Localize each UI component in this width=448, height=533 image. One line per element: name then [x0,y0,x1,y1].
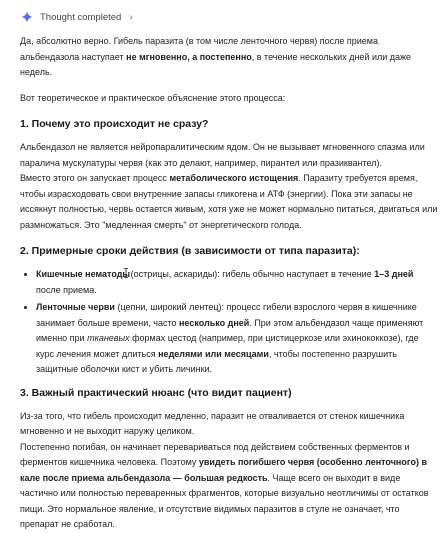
thought-toggle[interactable] [20,6,438,28]
intro-text: Да, абсолютно верно. Гибель паразита (в том числе ленточного червя) после приема альбендазола наступает [20,36,378,62]
item-2-bold: Ленточные черви [36,302,115,312]
s3-text-end: . Чаще всего он выходит в виде частично или полностью переваренных фрагментов, которые визуально неотличимы от остатков пищи. Это нормальное явление, и отсутствие видимых паразитов в стуле не означает, что препарат не сработал. [20,472,429,529]
section-1-heading: 1. Почему это происходит не сразу? [20,118,209,130]
chevron-right-icon: › [129,11,133,23]
section-3-heading: 3. Важный практический нюанс (что видит пациент) [20,386,292,399]
item-2-text-3: формах цестод (например, при цистицеркозе или эхинококкозе), где курс лечения может длиться [36,333,419,359]
intro-paragraph [20,34,438,81]
item-2-text-end: , чтобы постепенно разрушить защитные оболочки кист и убить личинки. [36,348,397,374]
sparkle-icon [20,10,34,24]
item-2-bold-3: неделями или месяцами [158,348,269,359]
section-2-list [20,267,438,378]
section-3-paragraph-1: Из-за того, что гибель происходит медленно, паразит не отваливается от стенок кишечника мгновенно и не выходит наружу целиком. [20,410,405,436]
section-1-paragraph-1: Альбендазол не является нейропаралитическим ядом. Он не вызывает мгновенного спазма или паралича мускулатуры червя (как это делают, например, пирантел или празиквантел). [20,142,425,168]
s1-bold: метаболического истощения [169,173,299,183]
intro-bold: не мгновенно, а постепенно [126,51,252,62]
item-2-text-2: . При этом альбендазол чаще применяют именно при [36,317,424,343]
list-item [36,267,438,298]
item-1-bold: Кишечные нематоды [36,269,131,279]
item-1-text: (острицы, аскариды): гибель обычно наступает в течение [128,269,375,279]
s1-text-end: . Паразиту требуется время, чтобы израсходовать свои внутренние запасы гликогена и АТФ (энергии). Пока эти запасы не иссякнут полностью, червь остается живым, хотя уже не может нормально питаться, двигаться или размножаться. Это "медленная смерть" от энергетического голода. [20,173,438,230]
list-item [36,300,438,378]
section-2-heading: 2. Примерные сроки действия (в зависимости от типа паразита): [20,245,360,257]
item-2-italic: тканевых [87,333,130,343]
s1-text: Вместо этого он запускает процесс [20,173,170,183]
thought-label: Thought completed [40,11,122,23]
lead-paragraph: Вот теоретическое и практическое объяснение этого процесса: [20,92,286,103]
section-1-paragraph-2 [20,171,438,233]
item-1-text-end: после приема. [36,284,97,295]
s3-text: Постепенно погибая, он начинает перевариваться под действием собственных ферментов и ферментов кишечника человека. Поэтому [20,441,410,467]
item-1-bold-2: 1–3 дней [374,269,414,279]
item-2-text: (цепни, широкий лентец): процесс гибели взрослого червя в кишечнике занимает больше времени, часто [36,302,417,328]
section-3-paragraph-2 [20,440,438,533]
s3-bold: увидеть погибшего червя (особенно ленточного) в кале после приема альбендазола — большая редкость [20,457,428,483]
item-2-bold-2: несколько дней [179,317,250,328]
intro-text-end: , в течение нескольких дней или даже недель. [20,51,412,77]
